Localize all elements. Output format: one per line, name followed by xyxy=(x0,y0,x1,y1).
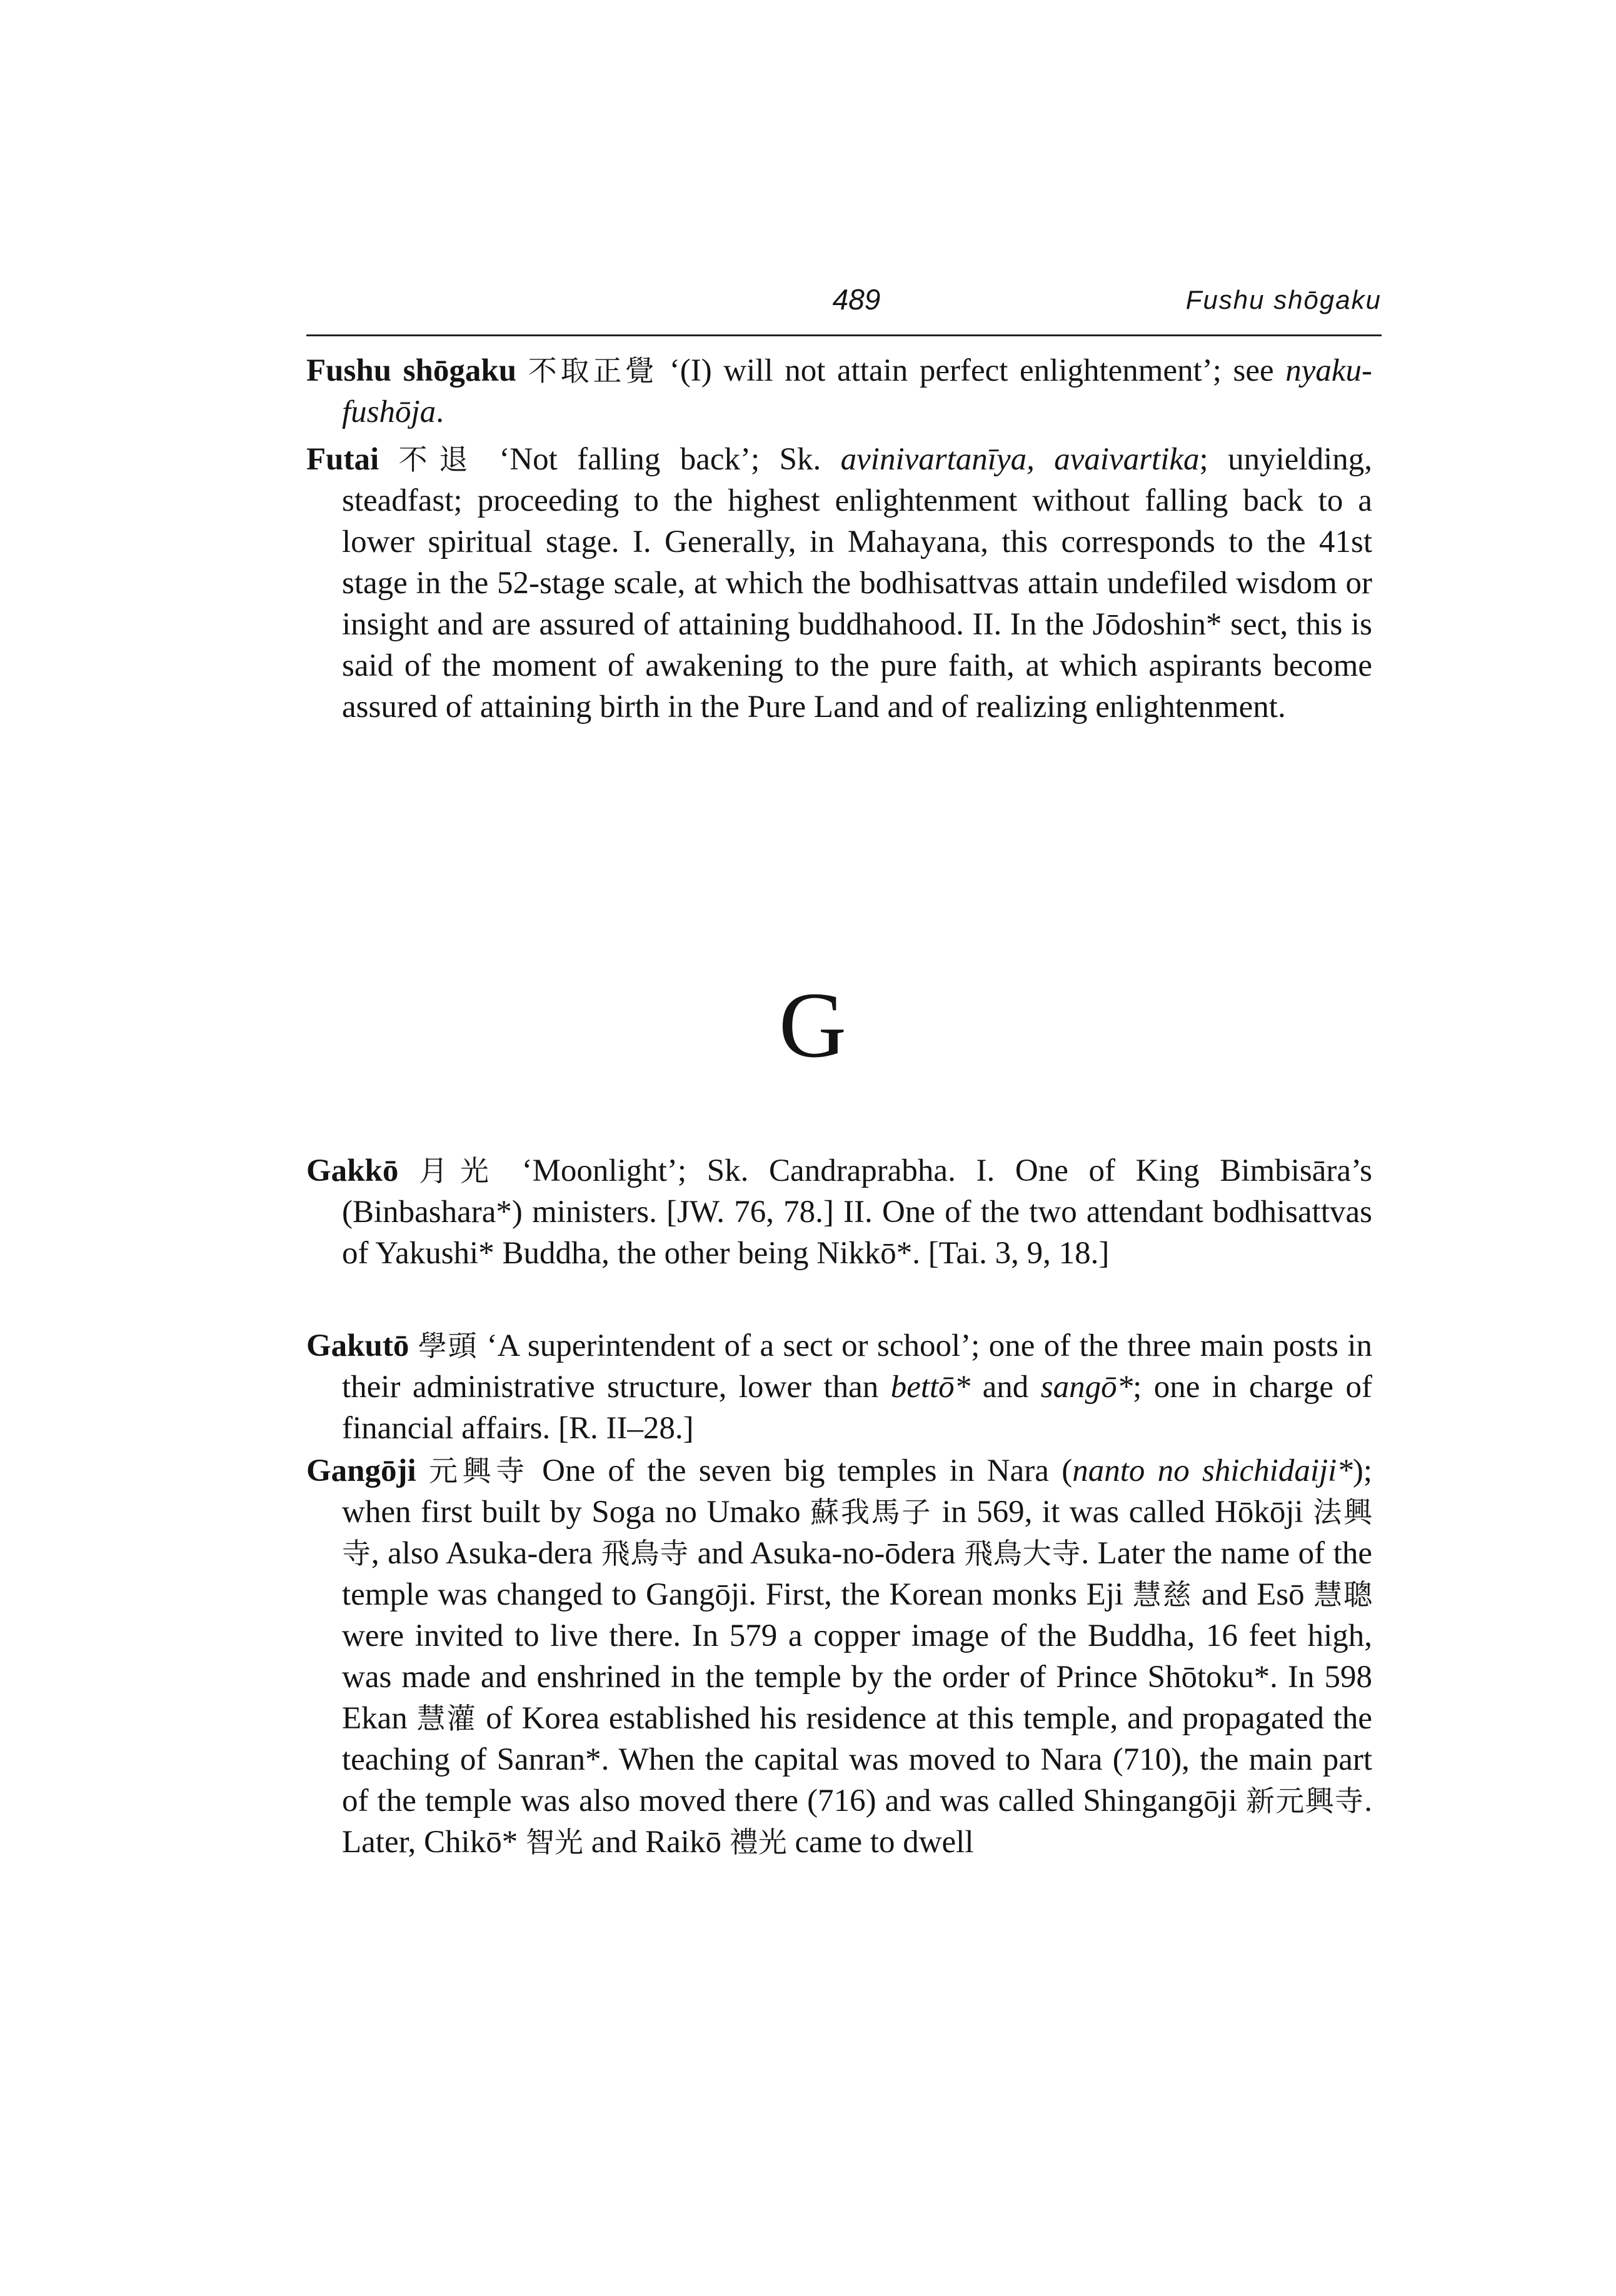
headword: Fushu shōgaku xyxy=(306,353,517,388)
definition-text: of Korea established his residence at this temple, and propagated the teaching of Sanran*. When the capital was moved to Nara (710), the main part of the temple was also moved there (716) and was called Shingangōji xyxy=(342,1701,1373,1818)
cross-reference: nyaku-fushōja xyxy=(342,353,1373,429)
italic-term: bettō* xyxy=(890,1370,971,1405)
definition-text: in 569, it was called Hōkōji xyxy=(932,1495,1313,1530)
definition-text: and Asuka-no-ōdera xyxy=(689,1536,965,1571)
kanji: 慧慈 xyxy=(1132,1578,1193,1612)
definition-text: . xyxy=(436,394,444,429)
entry-gakko xyxy=(306,1150,1372,1274)
kanji: 禮光 xyxy=(729,1825,787,1859)
definition-text: were invited to live there. In 579 a copper image of the Buddha, 16 feet high, was made and enshrined in the temple by the order of Prince Shōtoku*. In 598 Ekan xyxy=(342,1618,1372,1736)
definition-text: came to dwell xyxy=(786,1825,974,1860)
headword: Gakutō xyxy=(306,1328,409,1363)
kanji: 飛鳥大寺 xyxy=(964,1537,1082,1570)
kanji: 學頭 xyxy=(418,1329,478,1363)
running-head: Fushu shōgaku xyxy=(1185,285,1382,314)
headword: Futai xyxy=(306,442,379,477)
page-number: 489 xyxy=(832,283,881,316)
definition-text: One of the seven big temples in Nara ( xyxy=(529,1453,1073,1488)
kanji: 智光 xyxy=(525,1825,583,1859)
kanji: 新元興寺 xyxy=(1246,1784,1365,1818)
header-rule xyxy=(306,334,1382,336)
definition-text: ); when first built by Soga no Umako xyxy=(342,1453,1373,1530)
italic-term: nanto no shichidaiji* xyxy=(1072,1453,1353,1488)
entry-fushu-shogaku xyxy=(306,350,1372,433)
definition-text: ; one in charge of financial affairs. [R. II–28.] xyxy=(342,1370,1372,1446)
definition-text: and Esō xyxy=(1192,1577,1314,1612)
definition-text: . Later the name of the temple was changed to Gangōji. First, the Korean monks Eji xyxy=(342,1536,1373,1612)
entry-gangoji xyxy=(306,1450,1372,1863)
section-letter: G xyxy=(778,973,847,1077)
kanji: 慧灌 xyxy=(416,1702,477,1735)
headword: Gangōji xyxy=(306,1453,416,1488)
definition-text: and xyxy=(970,1370,1041,1405)
kanji: 元興寺 xyxy=(429,1454,529,1488)
kanji: 蘇我馬子 xyxy=(810,1495,933,1529)
italic-term: sangō* xyxy=(1040,1370,1133,1405)
definition-text: ‘Moonlight’; Sk. Candraprabha. I. One of King Bimbisāra’s (Binbashara*) ministers. [JW. 76, 78.] II. One of the two attendant bodhisattvas of Yakushi* Buddha, the other being Nikkō*. [Tai. 3, 9, 18.] xyxy=(342,1153,1372,1271)
kanji: 飛鳥寺 xyxy=(601,1537,690,1570)
kanji: 法興寺 xyxy=(342,1495,1373,1570)
entry-futai xyxy=(306,439,1372,728)
definition-text: . Later, Chikō* xyxy=(342,1783,1372,1860)
definition-text: ; unyielding, steadfast; proceeding to the highest enlightenment without falling back to a lower spiritual stage. I. Generally, in Mahayana, this corresponds to the 41st stage in the 52-stage scale, at which the bodhisattvas attain undefiled wisdom or insight and are assured of attaining buddhahood. II. In the Jōdoshin* sect, this is said of the moment of awakening to the pure faith, at which aspirants become assured of attaining birth in the Pure Land and of realizing enlightenment. xyxy=(342,442,1373,724)
sanskrit-term: avinivartanīya, avaivartika xyxy=(840,442,1200,477)
headword: Gakkō xyxy=(306,1153,399,1188)
definition-text: , also Asuka-dera xyxy=(371,1536,601,1571)
definition-text: ‘A superintendent of a sect or school’; one of the three main posts in their administrative structure, lower than xyxy=(342,1328,1373,1405)
kanji: 慧聰 xyxy=(1313,1578,1372,1612)
definition-text: ‘(I) will not attain perfect enlightenment’; see xyxy=(658,353,1286,388)
definition-text: ‘Not falling back’; Sk. xyxy=(479,442,841,477)
kanji: 不取正覺 xyxy=(528,354,658,388)
page-header xyxy=(306,283,1382,326)
kanji: 不退 xyxy=(398,443,479,476)
kanji: 月光 xyxy=(419,1154,501,1188)
definition-text: and Raikō xyxy=(583,1825,730,1860)
entry-gakuto xyxy=(306,1325,1372,1449)
